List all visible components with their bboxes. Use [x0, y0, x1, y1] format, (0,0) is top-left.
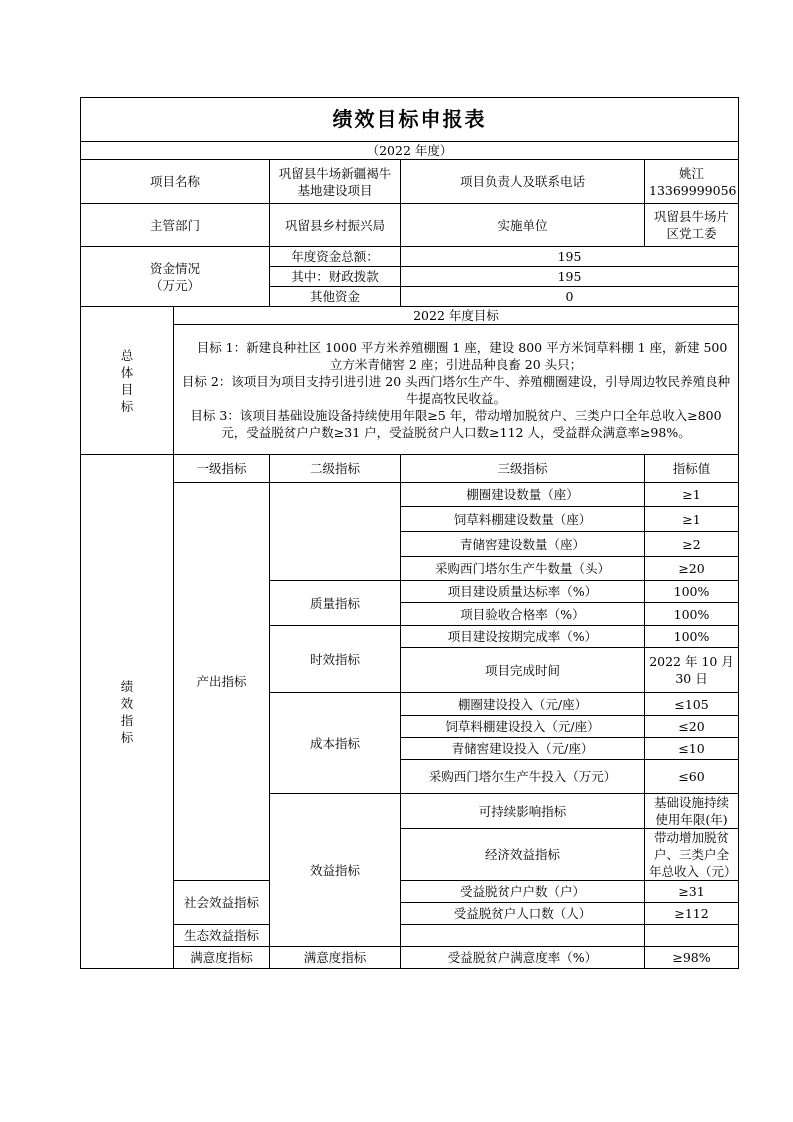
funds-total-value: 195 [401, 247, 739, 267]
indicator-value-empty [645, 925, 739, 947]
quantity-label [270, 483, 401, 581]
indicator-value: ≤60 [645, 760, 739, 794]
overall-goals [174, 325, 739, 455]
indicator-name: 青储窖建设数量（座） [401, 532, 645, 557]
indicator-value: ≥20 [645, 557, 739, 581]
indicator-name: 项目建设按期完成率（%） [401, 626, 645, 648]
sustain-label: 可持续影响指标 [401, 794, 645, 829]
perf-label-text: 绩效指标 [120, 678, 134, 745]
funds-other-label: 其他资金 [270, 287, 401, 307]
header-level1: 一级指标 [174, 455, 270, 483]
indicator-value: ≤10 [645, 738, 739, 760]
contact-phone: 13369999056 [649, 182, 737, 198]
indicator-value: ≥2 [645, 532, 739, 557]
funds-total-label: 年度资金总额： [270, 247, 401, 267]
impl-label: 实施单位 [401, 204, 645, 247]
indicator-value: 100% [645, 581, 739, 603]
form-year: （2022 年度） [81, 142, 739, 160]
indicator-name: 受益脱贫户满意度率（%） [401, 947, 645, 969]
cost-label: 成本指标 [270, 693, 401, 794]
contact-value [645, 160, 739, 204]
indicator-value: ≥112 [645, 903, 739, 925]
dept-label: 主管部门 [81, 204, 270, 247]
funds-unit: （万元） [149, 277, 200, 293]
indicator-value: ≥1 [645, 483, 739, 507]
indicator-name: 带动增加脱贫户、三类户全年总收入（元） [645, 829, 739, 881]
indicator-name: 受益脱贫户户数（户） [401, 881, 645, 903]
perf-label [81, 455, 174, 969]
output-label: 产出指标 [174, 483, 270, 881]
indicator-name: 项目完成时间 [401, 648, 645, 693]
indicator-name: 项目验收合格率（%） [401, 603, 645, 626]
indicator-value: ≥31 [645, 881, 739, 903]
contact-label: 项目负责人及联系电话 [401, 160, 645, 204]
impl-value: 巩留县牛场片区党工委 [645, 204, 739, 247]
dept-value: 巩留县乡村振兴局 [270, 204, 401, 247]
indicator-value: ≥1 [645, 507, 739, 532]
goal-item: 目标 1：新建良种社区 1000 平方米养殖棚圈 1 座，建设 800 平方米饲草料棚 1 座，新建 500 立方米青储窖 2 座；引进品种良畜 20 头只； [196, 339, 728, 372]
project-name-label: 项目名称 [81, 160, 270, 204]
form-title: 绩效目标申报表 [81, 98, 739, 142]
overall-goal-label-text: 总体目标 [120, 347, 134, 414]
project-name-value: 巩留县牛场新疆褐牛基地建设项目 [270, 160, 401, 204]
time-label: 时效指标 [270, 626, 401, 693]
funds-fiscal-value: 195 [401, 267, 739, 287]
indicator-value: 100% [645, 603, 739, 626]
indicator-name: 棚圈建设数量（座） [401, 483, 645, 507]
indicator-name: 青储窖建设投入（元/座） [401, 738, 645, 760]
goal-item: 目标 2：该项目为项目支持引进引进 20 头西门塔尔生产牛、养殖棚圈建设，引导周边牧民养殖良种牛提高牧民收益。 [181, 373, 731, 406]
performance-goal-form [80, 97, 739, 969]
indicator-name: 项目建设质量达标率（%） [401, 581, 645, 603]
quality-label: 质量指标 [270, 581, 401, 626]
header-level3: 三级指标 [401, 455, 645, 483]
contact-name: 姚江 [679, 165, 705, 181]
indicator-value: 100% [645, 626, 739, 648]
indicator-value: ≥98% [645, 947, 739, 969]
indicator-name: 受益脱贫户人口数（人） [401, 903, 645, 925]
funds-label [81, 247, 270, 307]
indicator-name: 采购西门塔尔生产牛数量（头） [401, 557, 645, 581]
indicator-name: 棚圈建设投入（元/座） [401, 693, 645, 716]
indicator-name-empty [401, 925, 645, 947]
indicator-value: ≤105 [645, 693, 739, 716]
indicator-name: 基础设施持续使用年限(年) [645, 794, 739, 829]
econ-label: 经济效益指标 [401, 829, 645, 881]
satisfaction-level1: 满意度指标 [174, 947, 270, 969]
eco-label: 生态效益指标 [174, 925, 270, 947]
satisfaction-level2: 满意度指标 [270, 947, 401, 969]
indicator-name: 饲草料棚建设投入（元/座） [401, 716, 645, 738]
social-label: 社会效益指标 [174, 881, 270, 925]
overall-goal-label [81, 307, 174, 455]
benefit-label: 效益指标 [270, 794, 401, 947]
funds-other-value: 0 [401, 287, 739, 307]
funds-fiscal-label: 其中：财政拨款 [270, 267, 401, 287]
overall-year-label: 2022 年度目标 [174, 307, 739, 325]
header-value: 指标值 [645, 455, 739, 483]
indicator-name: 饲草料棚建设数量（座） [401, 507, 645, 532]
header-level2: 二级指标 [270, 455, 401, 483]
funds-label-text: 资金情况 [149, 260, 200, 276]
goal-item: 目标 3：该项目基础设施设备持续使用年限≥5 年，带动增加脱贫户、三类户口全年总收入≥800 元，受益脱贫户户数≥31 户，受益脱贫户人口数≥112 人，受益群众满意率≥98%。 [190, 407, 722, 440]
indicator-value: 2022 年 10 月 30 日 [645, 648, 739, 693]
indicator-value: ≤20 [645, 716, 739, 738]
indicator-name: 采购西门塔尔生产牛投入（万元） [401, 760, 645, 794]
